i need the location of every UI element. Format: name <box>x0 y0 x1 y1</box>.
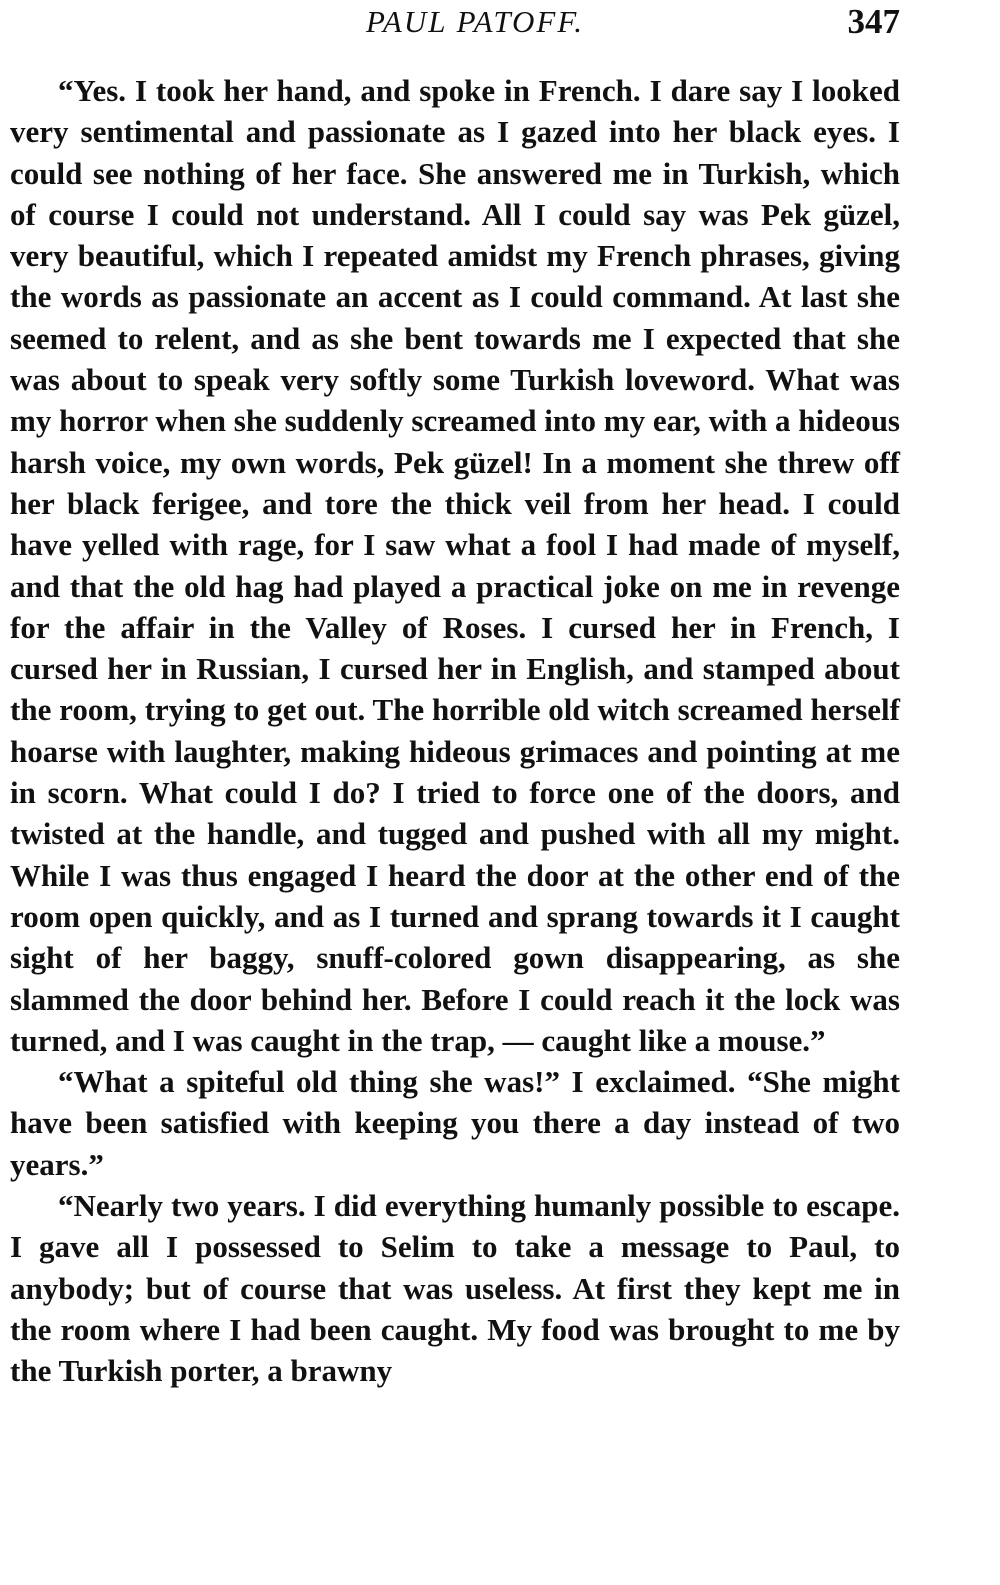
body-text <box>10 70 900 1392</box>
book-page <box>10 0 900 1585</box>
paragraph: “Nearly two years. I did everything humanly possible to escape. I gave all I possessed to Selim to take a message to Paul, to anybody; but of course that was useless. At first they kept me in the room where I had been caught. My food was brought to me by the Turkish porter, a brawny <box>10 1188 900 1389</box>
paragraph: “Yes. I took her hand, and spoke in French. I dare say I looked very sentimental and passionate as I gazed into her black eyes. I could see nothing of her face. She answered me in Turkish, which of course I could not understand. All I could say was Pek güzel, very beautiful, which I repeated amidst my French phrases, giving the words as passionate an accent as I could command. At last she seemed to relent, and as she bent towards me I expected that she was about to speak very softly some Turkish loveword. What was my horror when she suddenly screamed into my ear, with a hideous harsh voice, my own words, Pek güzel! In a moment she threw off her black ferigee, and tore the thick veil from her head. I could have yelled with rage, for I saw what a fool I had made of myself, and that the old hag had played a practical joke on me in revenge for the affair in the Valley of Roses. I cursed her in French, I cursed her in Russian, I cursed her in English, and stamped about the room, trying to get out. The horrible old witch screamed herself hoarse with laughter, making hideous grimaces and pointing at me in scorn. What could I do? I tried to force one of the doors, and twisted at the handle, and tugged and pushed with all my might. While I was thus engaged I heard the door at the other end of the room open quickly, and as I turned and sprang towards it I caught sight of her baggy, snuff-colored gown disappearing, as she slammed the door behind her. Before I could reach it the lock was turned, and I was caught in the trap, — caught like a mouse.” <box>10 73 900 1058</box>
running-title: PAUL PATOFF. <box>365 4 585 39</box>
paragraph: “What a spiteful old thing she was!” I exclaimed. “She might have been satisfied with keeping you there a day instead of two years.” <box>10 1064 900 1182</box>
page-header <box>10 0 900 62</box>
page-number: 347 <box>847 2 900 41</box>
